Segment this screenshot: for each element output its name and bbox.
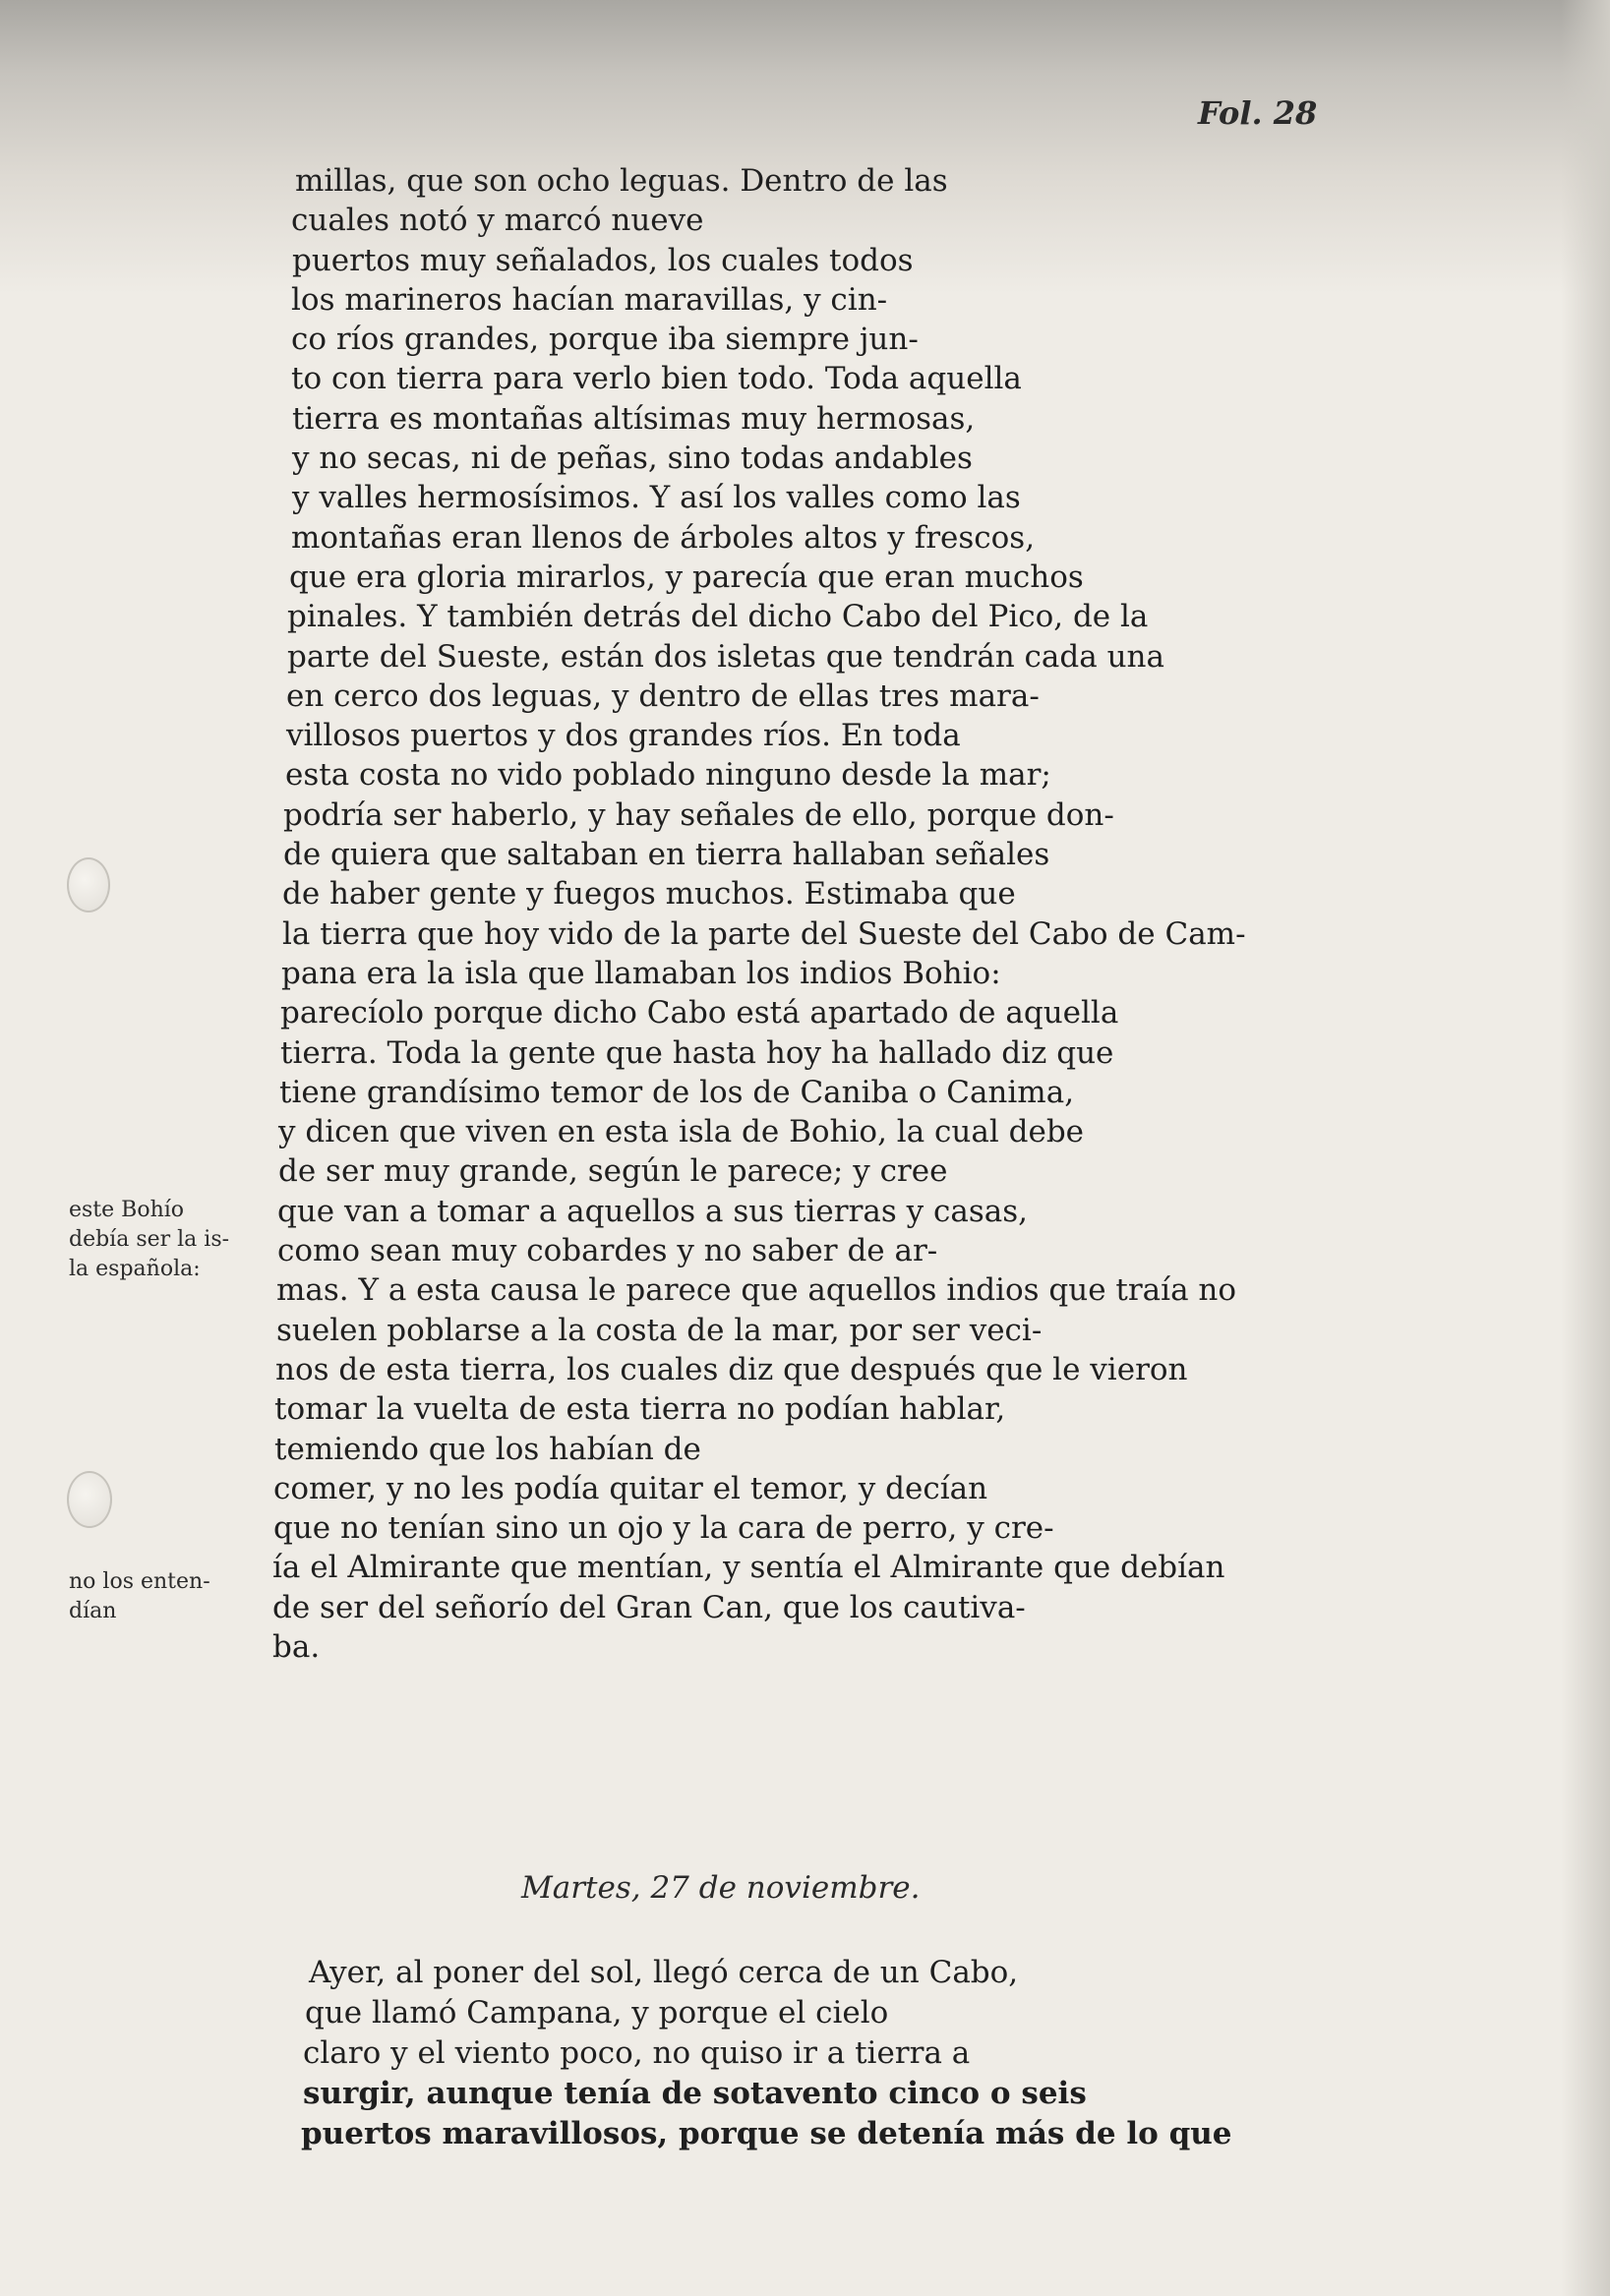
text-line: co ríos grandes, porque iba siempre jun- (291, 322, 919, 358)
scan-shadow-right (1561, 0, 1610, 2296)
second-text-block (301, 1953, 1232, 2154)
text-line: suelen poblarse a la costa de la mar, por ser veci- (276, 1312, 1043, 1348)
text-line: to con tierra para verlo bien todo. Toda aquella (291, 361, 1022, 397)
text-line: comer, y no les podía quitar el temor, y decían (273, 1470, 988, 1506)
text-line: millas, que son ocho leguas. Dentro de las (295, 163, 948, 199)
text-line: esta costa no vido poblado ninguno desde la mar; (285, 757, 1051, 794)
text-line: Ayer, al poner del sol, llegó cerca de un Cabo, (309, 1955, 1019, 1990)
punch-hole-top (67, 857, 110, 913)
text-line: y no secas, ni de peñas, sino todas andables (292, 441, 973, 477)
text-line: surgir, aunque tenía de sotavento cinco o seis (303, 2076, 1087, 2111)
text-line: que llamó Campana, y porque el cielo (305, 1995, 889, 2031)
text-line: de ser muy grande, según le parece; y cree (278, 1153, 948, 1190)
text-line: en cerco dos leguas, y dentro de ellas tres mara- (286, 677, 1040, 714)
text-line: de haber gente y fuegos muchos. Estimaba que (282, 876, 1016, 913)
text-line: de ser del señorío del Gran Can, que los cautiva- (272, 1589, 1026, 1625)
margin-note-line: no los enten- (69, 1569, 210, 1594)
text-line: mas. Y a esta causa le parece que aquellos indios que traía no (276, 1272, 1237, 1309)
text-line: nos de esta tierra, los cuales diz que después que le vieron (275, 1351, 1188, 1387)
text-line: tierra. Toda la gente que hasta hoy ha hallado diz que (280, 1034, 1114, 1071)
text-line: parecíolo porque dicho Cabo está apartado de aquella (280, 995, 1119, 1031)
margin-note-entendian (69, 1567, 275, 1626)
margin-note-line: dían (69, 1599, 117, 1623)
text-line: ía el Almirante que mentían, y sentía el Almirante que debían (272, 1550, 1225, 1586)
text-line: puertos maravillosos, porque se detenía más de lo que (301, 2116, 1232, 2151)
text-line: villosos puertos y dos grandes ríos. En toda (286, 718, 961, 754)
text-line: podría ser haberlo, y hay señales de ello, porque don- (283, 796, 1114, 833)
margin-note-bohio (69, 1196, 275, 1284)
margin-note-line: debía ser la is- (69, 1227, 230, 1252)
text-line: pinales. Y también detrás del dicho Cabo del Pico, de la (287, 599, 1149, 635)
text-line: cuales notó y marcó nueve (291, 203, 704, 239)
text-line: tiene grandísimo temor de los de Caniba o Canima, (279, 1074, 1075, 1110)
text-line: que era gloria mirarlos, y parecía que eran muchos (289, 559, 1084, 595)
text-line: tomar la vuelta de esta tierra no podían hablar, (274, 1391, 1006, 1428)
text-line: que no tenían sino un ojo y la cara de perro, y cre- (273, 1510, 1054, 1547)
text-line: tierra es montañas altísimas muy hermosas, (292, 400, 976, 437)
text-line: ba. (272, 1628, 321, 1665)
margin-note-line: este Bohío (69, 1198, 185, 1222)
text-line: pana era la isla que llamaban los indios Bohio: (281, 955, 1001, 991)
text-line: como sean muy cobardes y no saber de ar- (277, 1233, 938, 1269)
text-line: puertos muy señalados, los cuales todos (292, 242, 914, 278)
text-line: parte del Sueste, están dos isletas que tendrán cada una (287, 638, 1164, 675)
text-line: montañas eran llenos de árboles altos y frescos, (291, 519, 1036, 556)
text-line: temiendo que los habían de (274, 1431, 701, 1467)
punch-hole-bottom (67, 1471, 112, 1528)
main-text-block (272, 161, 1308, 1667)
text-line: la tierra que hoy vido de la parte del Sueste del Cabo de Cam- (282, 915, 1246, 952)
section-heading: Martes, 27 de noviembre. (521, 1870, 921, 1906)
text-line: y dicen que viven en esta isla de Bohio, la cual debe (278, 1114, 1085, 1150)
text-line: de quiera que saltaban en tierra hallaban señales (283, 837, 1050, 873)
text-line: que van a tomar a aquellos a sus tierras y casas, (277, 1193, 1028, 1229)
margin-note-line: la española: (69, 1257, 201, 1281)
text-line: los marineros hacían maravillas, y cin- (291, 281, 888, 318)
text-line: claro y el viento poco, no quiso ir a tierra a (303, 2035, 971, 2071)
folio-number: Fol. 28 (1198, 94, 1318, 132)
text-line: y valles hermosísimos. Y así los valles como las (292, 480, 1021, 516)
